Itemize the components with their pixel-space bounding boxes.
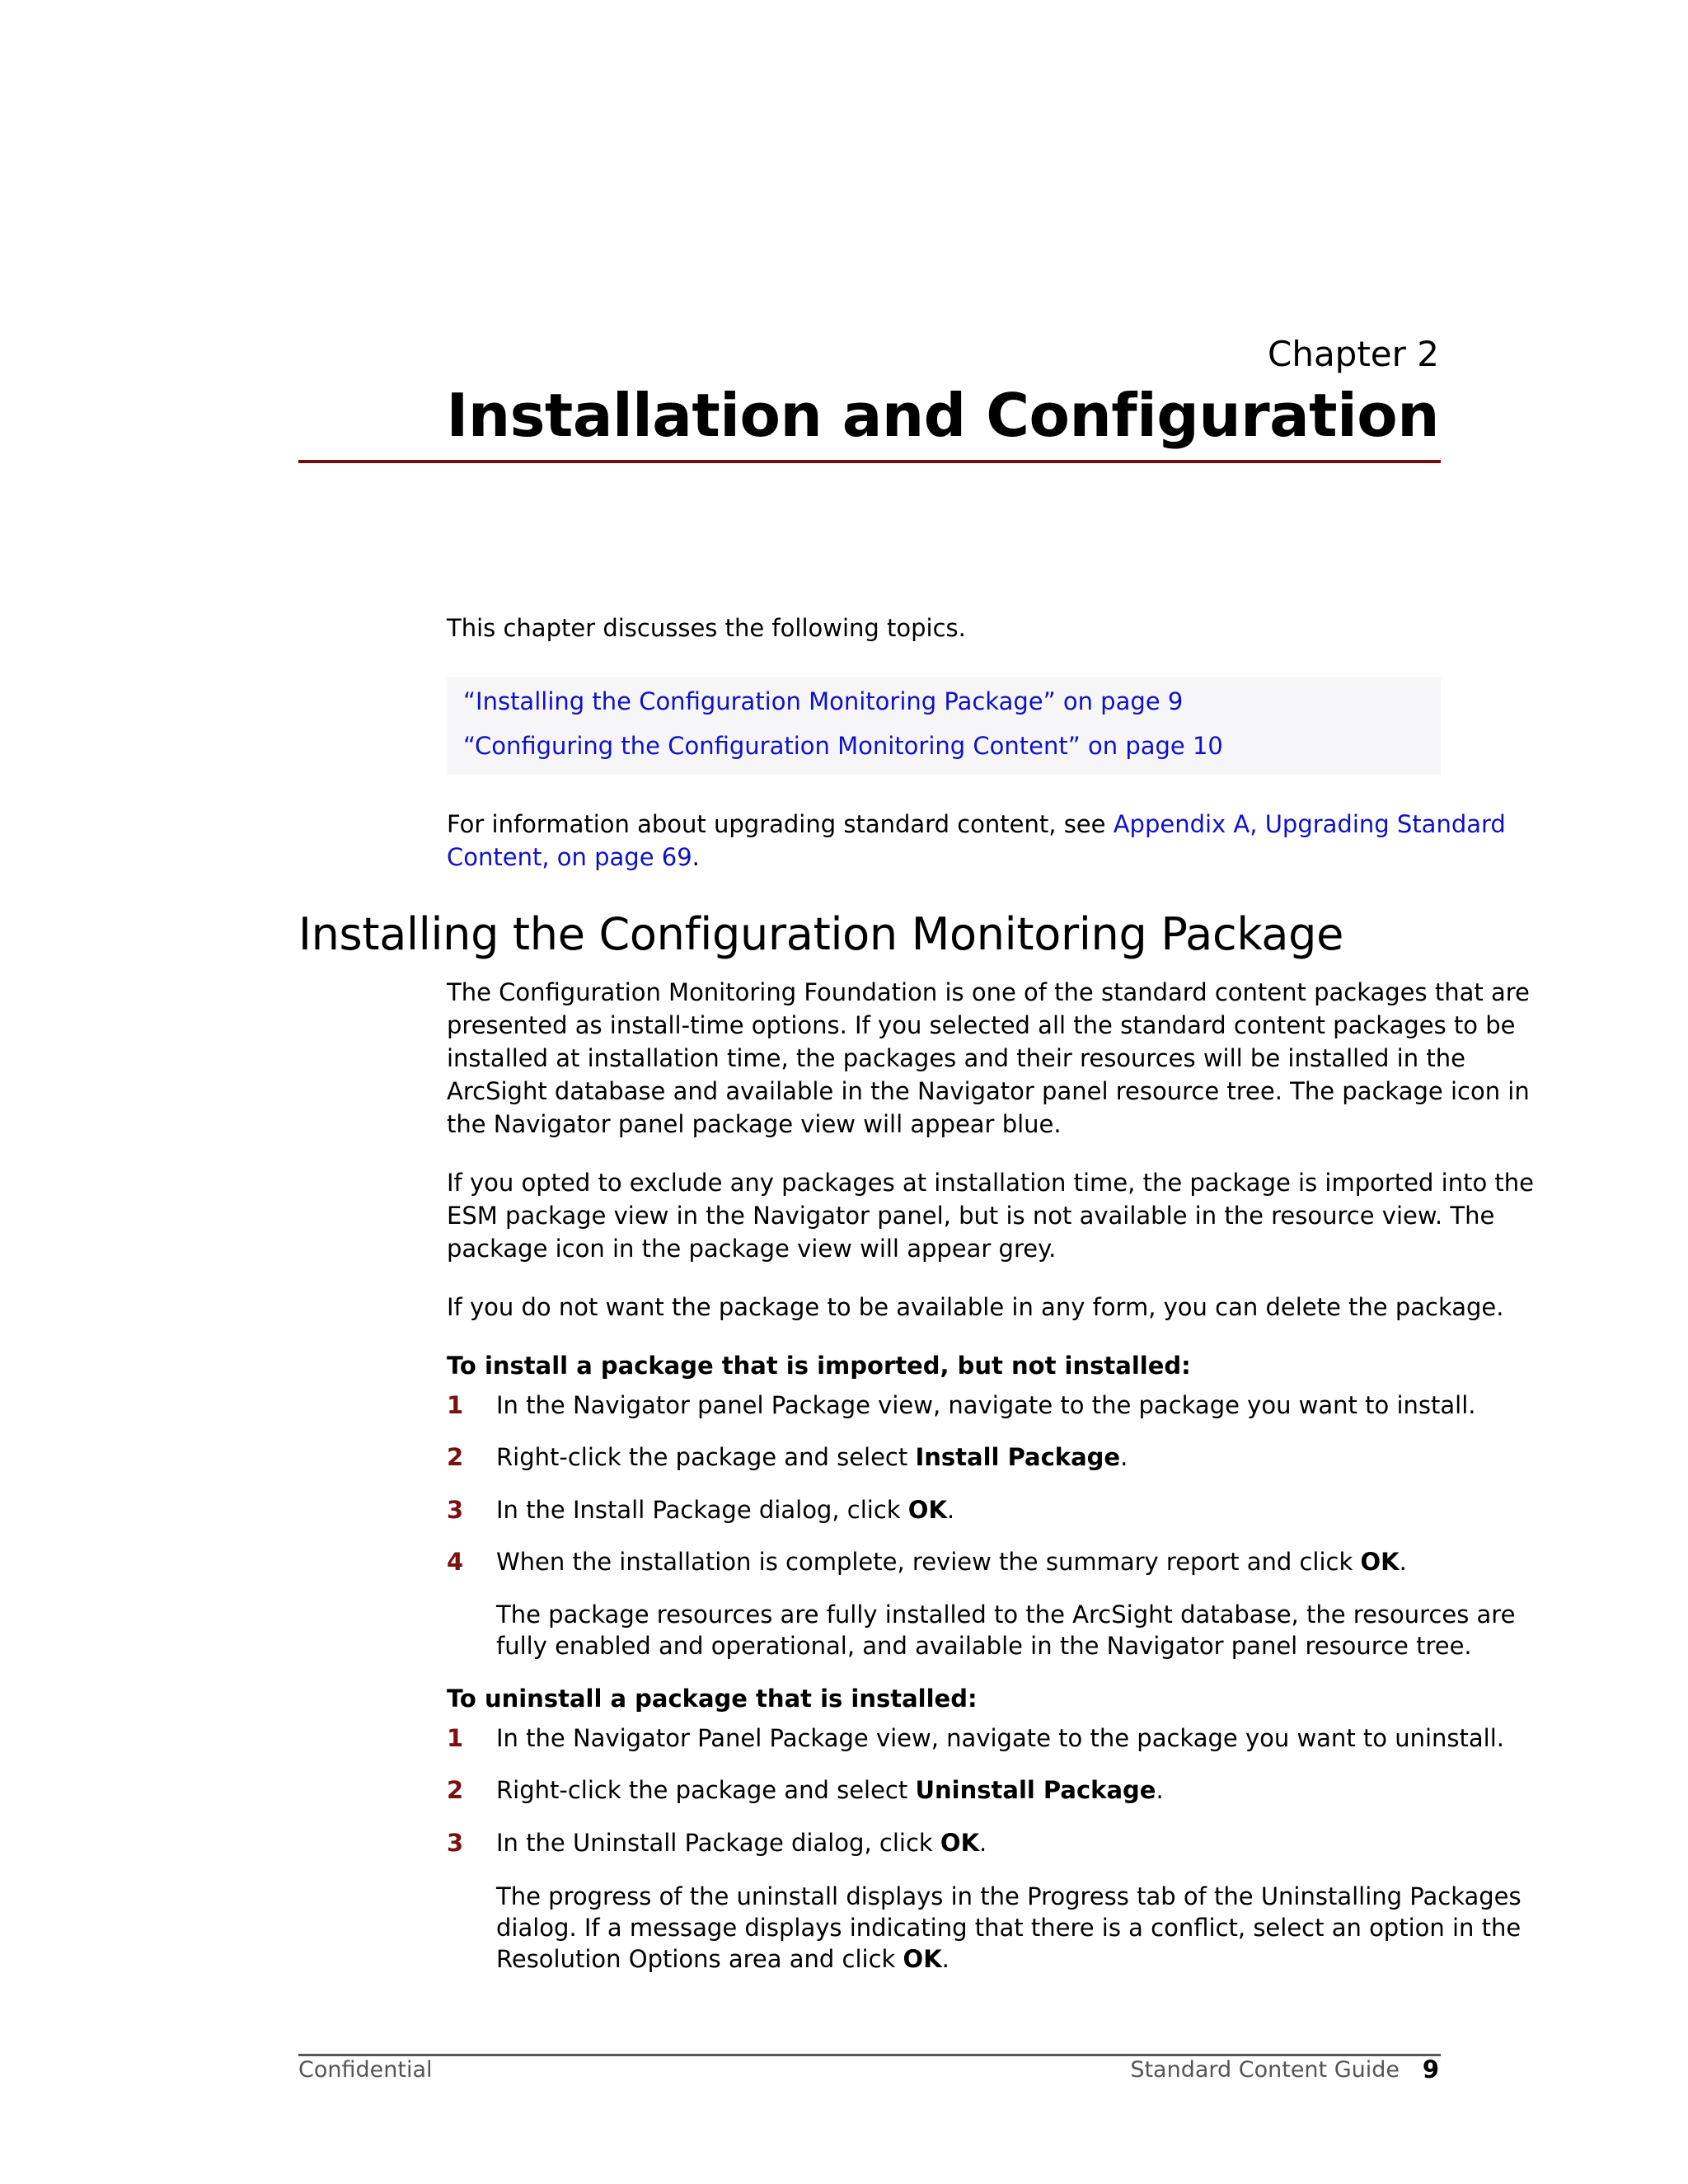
chapter-divider: [298, 460, 1441, 463]
install-step-4: [496, 1548, 1407, 1576]
step-number: 3: [447, 1829, 464, 1857]
uninstall-step-3: [496, 1829, 987, 1857]
info-paragraph-line2: [447, 841, 700, 874]
appendix-link-continued[interactable]: Content, on page 69: [447, 843, 692, 871]
step-text-pre: When the installation is complete, review the summary report and click: [496, 1548, 1361, 1576]
install-step-1: In the Navigator panel Package view, navigate to the package you want to install.: [496, 1391, 1476, 1419]
footer-divider: [298, 2054, 1441, 2056]
info-paragraph-line1: [447, 808, 1506, 841]
step-text-post: .: [1156, 1776, 1164, 1804]
topic-link-configuring[interactable]: “Configuring the Configuration Monitoring Content” on page 10: [463, 732, 1223, 760]
chapter-title: Installation and Configuration: [446, 381, 1439, 450]
topics-box: [447, 677, 1441, 775]
topic-link-installing[interactable]: “Installing the Configuration Monitoring Package” on page 9: [463, 687, 1184, 715]
step-number: 1: [447, 1724, 464, 1752]
step-number: 3: [447, 1496, 464, 1524]
note-line: dialog. If a message displays indicating that there is a conflict, select an option in the: [496, 1914, 1522, 1942]
step-text-pre: In the Install Package dialog, click: [496, 1496, 908, 1524]
footer-guide-title: Standard Content Guide: [1130, 2057, 1400, 2083]
note-line: fully enabled and operational, and available in the Navigator panel resource tree.: [496, 1632, 1472, 1660]
install-result-note: [496, 1599, 1515, 1661]
footer-page-number: 9: [1422, 2055, 1439, 2083]
paragraph-line: package icon in the package view will appear grey.: [447, 1235, 1057, 1263]
section-paragraph-1: [447, 976, 1530, 1141]
paragraph-line: If you do not want the package to be available in any form, you can delete the package.: [447, 1293, 1504, 1321]
paragraph-line: ESM package view in the Navigator panel, but is not available in the resource view. The: [447, 1202, 1495, 1230]
step-command: OK: [907, 1496, 947, 1524]
note-text-pre: Resolution Options area and click: [496, 1945, 903, 1973]
note-line: [496, 1943, 1522, 1975]
paragraph-line: If you opted to exclude any packages at installation time, the package is imported into the: [447, 1169, 1535, 1197]
uninstall-progress-note: [496, 1881, 1522, 1975]
footer-confidential: Confidential: [298, 2057, 433, 2083]
step-command: OK: [1360, 1548, 1400, 1576]
section-paragraph-3: [447, 1291, 1504, 1324]
uninstall-step-1: In the Navigator Panel Package view, navigate to the package you want to uninstall.: [496, 1724, 1505, 1752]
uninstall-step-2: [496, 1776, 1164, 1804]
section-heading: Installing the Configuration Monitoring Package: [298, 908, 1344, 960]
intro-text: This chapter discusses the following topics.: [447, 614, 966, 642]
paragraph-line: presented as install-time options. If you selected all the standard content packages to be: [447, 1011, 1516, 1039]
paragraph-line: installed at installation time, the packages and their resources will be installed in the: [447, 1044, 1465, 1072]
paragraph-line: ArcSight database and available in the Navigator panel resource tree. The package icon in: [447, 1077, 1530, 1105]
step-text-post: .: [979, 1829, 987, 1857]
step-text-post: .: [1399, 1548, 1407, 1576]
step-command: Install Package: [915, 1443, 1121, 1471]
install-procedure-heading: To install a package that is imported, but not installed:: [447, 1352, 1191, 1380]
step-command: OK: [940, 1829, 980, 1857]
note-text-post: .: [941, 1945, 950, 1973]
paragraph-line: the Navigator panel package view will appear blue.: [447, 1110, 1062, 1138]
note-line: The package resources are fully installed to the ArcSight database, the resources are: [496, 1601, 1516, 1629]
uninstall-procedure-heading: To uninstall a package that is installed:: [447, 1685, 978, 1713]
appendix-link[interactable]: Appendix A, Upgrading Standard: [1113, 810, 1506, 838]
step-text-post: .: [946, 1496, 955, 1524]
step-number: 4: [447, 1548, 464, 1576]
section-paragraph-2: [447, 1166, 1534, 1265]
chapter-label: Chapter 2: [1268, 334, 1439, 374]
step-text-pre: Right-click the package and select: [496, 1443, 916, 1471]
step-text-post: .: [1120, 1443, 1128, 1471]
step-number: 2: [447, 1776, 464, 1804]
info-suffix: .: [692, 843, 700, 871]
step-command: Uninstall Package: [915, 1776, 1156, 1804]
step-number: 2: [447, 1443, 464, 1471]
info-prefix: For information about upgrading standard content, see: [447, 810, 1114, 838]
note-command: OK: [903, 1945, 942, 1973]
step-text-pre: In the Uninstall Package dialog, click: [496, 1829, 940, 1857]
paragraph-line: The Configuration Monitoring Foundation is one of the standard content packages that are: [447, 978, 1530, 1006]
step-number: 1: [447, 1391, 464, 1419]
install-step-3: [496, 1496, 954, 1524]
install-step-2: [496, 1443, 1128, 1471]
note-line: The progress of the uninstall displays in the Progress tab of the Uninstalling Packages: [496, 1882, 1522, 1910]
step-text-pre: Right-click the package and select: [496, 1776, 916, 1804]
